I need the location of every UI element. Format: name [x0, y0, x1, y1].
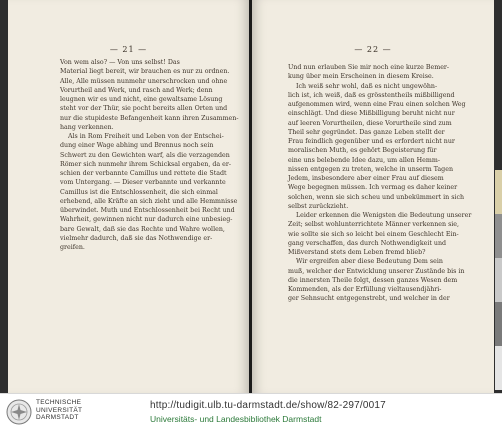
text-line: die innersten Theile folgt, dessen ganzes Wesen dem — [288, 276, 458, 284]
text-line: erhebend, alle Kräfte an sich zieht und alle Hemmnisse — [60, 197, 238, 205]
text-line: lich ist, ich weiß, daß es grösstentheils mißbilligend — [288, 91, 455, 99]
right-page-text — [288, 63, 472, 304]
text-line: aufgenommen wird, wenn eine Frau einen solchen Weg — [288, 101, 466, 108]
text-line: Zeit; selbst wohlunterrichtete Männer verkennen sie, — [288, 221, 460, 229]
text-line: überwindet. Muth und Entschlossenheit bei Recht und — [60, 207, 235, 214]
text-line: kung über mein Erscheinen in diesem Kreise. — [288, 73, 434, 81]
text-line: greifen. — [60, 244, 85, 251]
institution-name — [36, 399, 82, 422]
text-line: bare Gewalt, daß sie das Rechte und Wahre wollen, — [60, 225, 225, 233]
text-line: Kommenden, als der Erfüllung vieltausendjähri- — [288, 286, 442, 293]
left-page-text — [60, 58, 239, 252]
text-line: Ich weiß sehr wohl, daß es nicht ungewöhn- — [296, 82, 438, 90]
text-line: nur die stupideste Befangenheit kann ihren Zusammen- — [60, 114, 239, 122]
color-scale-strip — [495, 170, 502, 390]
institution-line-1: TECHNISCHE — [36, 399, 82, 406]
text-line: solchen, wenn sie sich scheu und unbekümmert in sich — [288, 193, 465, 201]
text-line: steht vor der Thür, sie pocht bereits allen Orten und — [60, 105, 228, 113]
text-line: eine uns belebende Idee dazu, um allen Hemm- — [288, 156, 440, 164]
text-line: ger Sehnsucht entgegenstrebt, und welcher in der — [288, 295, 450, 303]
text-line: auf leeren Vorurtheilen, diese Vorurtheile sind zum — [288, 119, 452, 127]
text-line: nissen entgegen zu treten, welche in unserm Tagen — [288, 165, 453, 173]
left-page — [8, 0, 249, 393]
text-line: Mißverstand stets dem Leben fremd blieb? — [288, 249, 426, 256]
text-line: einschlägt. Und diese Mißbilligung beruht nicht nur — [288, 110, 455, 118]
text-line: Und nun erlauben Sie mir noch eine kurze Bemer- — [288, 64, 450, 71]
text-line: wie sollte sie sich so leicht bei einem Geschlecht Ein- — [288, 230, 459, 238]
text-line: selbst zurückzieht. — [288, 202, 349, 210]
right-page — [252, 0, 494, 393]
text-line: vielmehr dadurch, daß sie das Nothwendige er- — [60, 234, 213, 242]
text-line: dung einer Wage abhing und Brennus noch sein — [60, 142, 214, 150]
text-line: Material liegt bereit, wir brauchen es nur zu ordnen. — [60, 68, 230, 76]
text-line: Camillus ist die Entschlossenheit, die sich einmal — [60, 188, 218, 196]
left-page-number: — 21 — — [109, 45, 148, 54]
text-line: muß, welcher der Entwicklung unserer Zustände bis in — [288, 267, 465, 275]
text-line: hang verkennen. — [60, 123, 114, 131]
text-line: moralischen Muth, es gehört Begeisterung für — [288, 147, 437, 155]
institution-line-3: DARMSTADT — [36, 414, 79, 422]
text-line: Wege begegnen müssen. Ich vermag es daher keiner — [288, 184, 458, 192]
text-line: Schwert zu den Gewichten warf, als die verzagenden — [60, 151, 230, 159]
footer — [0, 393, 502, 431]
tu-darmstadt-logo-icon — [6, 399, 32, 425]
text-line: Von wem also? — Von uns selbst! Das — [60, 59, 180, 66]
text-line: Als in Rom Freiheit und Leben von der Entschei- — [68, 133, 224, 140]
library-name: Universitäts- und Landesbibliothek Darmstadt — [150, 414, 322, 424]
text-line: Frau feindlich gegenüber und es erfordert nicht nur — [288, 138, 455, 145]
text-line: gang verschaffen, das durch Nothwendigkeit und — [288, 239, 447, 247]
text-line: Leider erkennen die Wenigsten die Bedeutung unserer — [296, 212, 472, 219]
text-line: vom Untergang. — Dieser verbannte und verkannte — [60, 179, 226, 187]
text-line: Jedem, insbesondere aber einer Frau auf diesem — [288, 175, 444, 182]
text-line: Alle, Alle müssen nunmehr unerschrocken und ohne — [60, 77, 228, 85]
right-page-number: — 22 — — [354, 45, 392, 54]
text-line: Vorurtheil and Werk, und rasch and Werk; denn — [60, 86, 213, 94]
text-line: schien der verbannte Camillus und rettete die Stadt — [60, 170, 227, 177]
text-line: Wahrheit, gewinnen nicht nur dadurch eine unbesieg- — [60, 216, 233, 224]
institution-line-2: UNIVERSITÄT — [36, 406, 83, 414]
text-line: Wir ergreifen aber diese Bedeutung Dem sein — [296, 258, 443, 266]
text-line: Theil sehr gegründet. Das ganze Leben stellt der — [288, 128, 445, 136]
text-line: Römer sich nunmehr ihrem Schicksal ergaben, da er- — [60, 160, 232, 168]
source-url[interactable]: http://tudigit.ulb.tu-darmstadt.de/show/82-297/0017 — [150, 400, 386, 411]
text-line: leugnen wir es und nicht, eine gewaltsame Lösung — [60, 96, 223, 103]
